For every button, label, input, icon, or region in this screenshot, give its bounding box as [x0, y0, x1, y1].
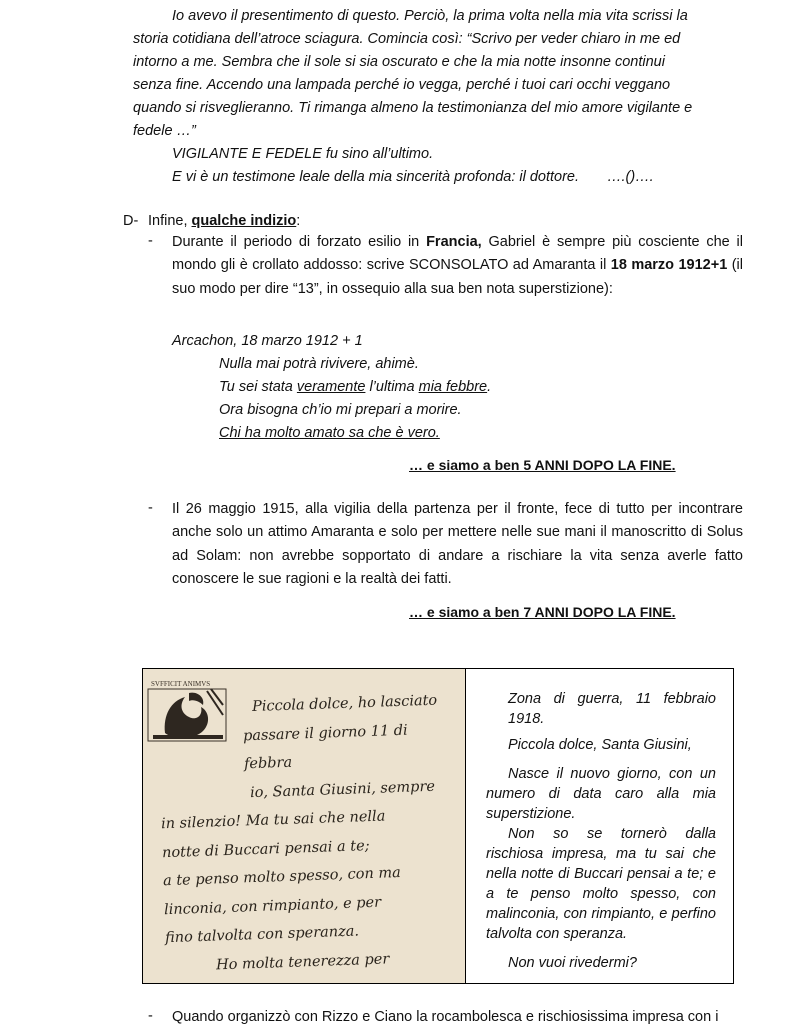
- testimone-tail: ….()….: [607, 169, 654, 185]
- bullet-1-bold-a: Francia,: [426, 234, 482, 250]
- letter-figure: [142, 668, 734, 984]
- transcription-paragraph: Nasce il nuovo giorno, con un numero di data caro alla mia superstizione.: [486, 766, 716, 822]
- poem-line-underlined: mia febbre: [418, 379, 488, 395]
- poem-line: Nulla mai potrà rivivere, ahimè.: [219, 356, 419, 372]
- transcription-date: Zona di guerra, 11 febbraio 1918.: [508, 691, 716, 727]
- section-label-post: :: [296, 213, 301, 229]
- handwriting-line: Piccola dolce, ho lasciato: [251, 692, 438, 716]
- handwriting: [157, 686, 466, 983]
- section-label: [148, 210, 300, 233]
- section-marker: D-: [123, 213, 139, 229]
- handwriting-line: Ho molta tenerezza per: [215, 950, 390, 973]
- intro-line: Io avevo il presentimento di questo. Perciò, la prima volta nella mia vita scrissi la: [172, 8, 688, 24]
- intro-line: fedele …”: [133, 123, 196, 139]
- handwriting-line: io, Santa Giusini, sempre: [249, 778, 436, 801]
- poem-line: Chi ha molto amato sa che è vero.: [219, 425, 440, 441]
- testimone-line: E vi è un testimone leale della mia sincerità profonda: il dottore.: [172, 169, 580, 185]
- vigilante-line: VIGILANTE E FEDELE fu sino all’ultimo.: [172, 146, 434, 162]
- poem-line: [219, 376, 491, 399]
- handwriting-line: notte di Buccari pensai a te;: [161, 837, 370, 861]
- intro-line: intorno a me. Sembra che il sole si sia oscurato e che la mia notte insonne continui: [133, 54, 665, 70]
- intro-line: senza fine. Accendo una lampada perché io vegga, perché i tuoi cari occhi veggano: [133, 77, 671, 93]
- letter-transcription: [486, 689, 716, 973]
- section-label-pre: Infine,: [148, 213, 192, 229]
- bullet-dash: -: [148, 500, 153, 516]
- handwritten-letter-image: [143, 669, 466, 983]
- bullet-1-text-b: Gabriel è sempre più cosciente che il mondo gli è crollato addosso: scrive SCONSOLATO ad Amaranta il: [172, 234, 743, 274]
- transcription-paragraph: Non so se tornerò dalla rischiosa impresa, ma tu sai che nella notte di Buccari pensai a te; e a te penso molto spesso, con malinconia, con rimpianto, e perfino talvolta con speranza.: [486, 826, 716, 942]
- bullet-1-text-c: (il suo modo per dire “13”, in ossequio alla sua ben nota superstizione):: [172, 257, 743, 297]
- handwriting-line: linconia, con rimpianto, e per: [163, 894, 382, 918]
- intro-line: storia cotidiana dell’atroce sciagura. Comincia così: “Scrivo per veder chiaro in me ed: [133, 31, 681, 47]
- bullet-3-text: Quando organizzò con Rizzo e Ciano la rocambolesca e rischiosissima impresa con i: [172, 1009, 719, 1025]
- bullet-1-bold-b: 18 marzo 1912+1: [610, 257, 728, 274]
- poem-heading: Arcachon, 18 marzo 1912 + 1: [172, 333, 363, 349]
- handwriting-line: fino talvolta con speranza.: [164, 923, 360, 947]
- poem-line-part: .: [487, 379, 492, 395]
- seal-text: SVFFICIT ANIMVS: [151, 680, 211, 688]
- bullet-1-text: [172, 231, 743, 301]
- ending-note-1: … e siamo a ben 5 ANNI DOPO LA FINE.: [409, 457, 676, 473]
- transcription-greeting: Piccola dolce, Santa Giusini,: [508, 737, 692, 753]
- poem-line: Ora bisogna ch’io mi prepari a morire.: [219, 402, 462, 418]
- intro-line: quando si risveglieranno. Ti rimanga almeno la testimonianza del mio amore vigilante e: [133, 100, 693, 116]
- ending-note-2: … e siamo a ben 7 ANNI DOPO LA FINE.: [409, 604, 676, 620]
- handwriting-line: passare il giorno 11 di febbra: [242, 722, 408, 773]
- transcription-paragraph: Non vuoi rivedermi?: [508, 955, 637, 971]
- handwriting-line: in silenzio! Ma tu sai che nella: [160, 808, 386, 833]
- bullet-2-text: Il 26 maggio 1915, alla vigilia della partenza per il fronte, fece di tutto per incontrare anche solo un attimo Amaranta e solo per mettere nelle sue mani il manoscritto di Solus ad Solam: non avrebbe sopportato di andare a rischiare la vita senza averle fatto conoscere le sue ragioni e la realtà dei fatti.: [172, 501, 743, 587]
- bullet-dash: -: [148, 1008, 153, 1024]
- poem-line-part: l’ultima: [365, 379, 419, 395]
- section-label-bold: qualche indizio: [191, 213, 297, 229]
- bullet-dash: -: [148, 233, 153, 249]
- poem-line-part: Tu sei stata: [219, 379, 297, 395]
- bullet-1-text-a: Durante il periodo di forzato esilio in: [172, 234, 427, 250]
- handwriting-line: a te penso molto spesso, con ma: [162, 864, 402, 890]
- poem-line-underlined: veramente: [296, 379, 366, 395]
